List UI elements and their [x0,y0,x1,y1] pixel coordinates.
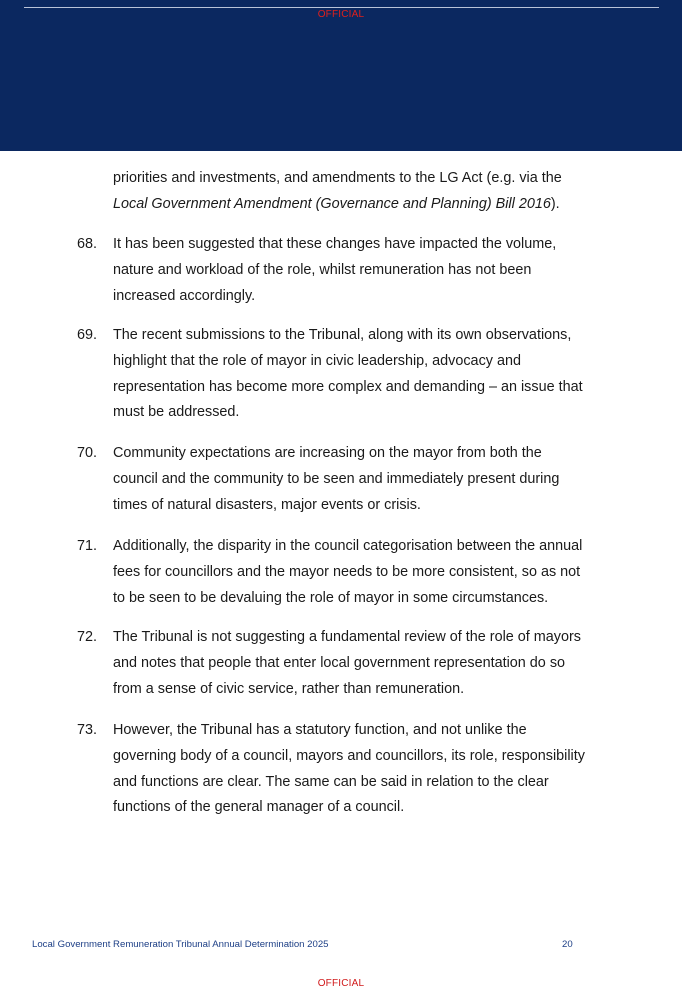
paragraph-line: However, the Tribunal has a statutory function, and not unlike the [113,722,527,738]
paragraph-line: functions of the general manager of a council. [113,799,405,816]
header-rule [24,7,659,8]
bill-name: Local Government Amendment (Governance and Planning) Bill 2016 [113,195,551,212]
paragraph-line: Community expectations are increasing on the mayor from both the [113,445,542,461]
paragraph-69 [77,323,617,426]
paragraph-line: representation has become more complex and demanding – an issue that [113,378,583,395]
paragraph-line: nature and workload of the role, whilst remuneration has not been [113,261,532,278]
continuation-line-1: priorities and investments, and amendments to the LG Act (e.g. via the [113,170,562,186]
continuation-paragraph [77,166,617,218]
classification-label-top: OFFICIAL [317,9,365,20]
footer-document-title: Local Government Remuneration Tribunal Annual Determination 2025 [32,939,329,950]
paragraph-line: increased accordingly. [113,287,256,304]
paragraph-72 [77,625,617,702]
paragraph-line: The Tribunal is not suggesting a fundamental review of the role of mayors [113,629,581,645]
paragraph-line: It has been suggested that these changes have impacted the volume, [113,236,557,252]
paragraph-number: 70. [77,445,98,461]
paragraph-line: times of natural disasters, major events or crisis. [113,496,421,513]
paragraph-line: and functions are clear. The same can be said in relation to the clear [113,773,549,790]
paragraph-line: The recent submissions to the Tribunal, along with its own observations, [113,327,572,343]
paragraph-number: 72. [77,629,98,645]
paragraph-line: Additionally, the disparity in the council categorisation between the annual [113,538,583,554]
paragraph-number: 71. [77,538,98,554]
paragraph-line: governing body of a council, mayors and councillors, its role, responsibility [113,747,585,764]
continuation-line-2-end: ). [550,195,560,212]
continuation-line-2 [113,192,617,218]
paragraph-line: must be addressed. [113,404,240,421]
paragraph-number: 68. [77,236,98,252]
paragraph-number: 73. [77,722,98,738]
paragraph-73 [77,718,617,821]
paragraph-line: from a sense of civic service, rather than remuneration. [113,680,465,697]
paragraph-70 [77,441,617,518]
paragraph-number: 69. [77,327,98,343]
paragraph-68 [77,232,617,309]
footer-page-number: 20 [562,939,573,950]
paragraph-71 [77,534,617,611]
paragraph-line: council and the community to be seen and immediately present during [113,470,560,487]
paragraph-line: and notes that people that enter local government representation do so [113,654,566,671]
paragraph-line: highlight that the role of mayor in civic leadership, advocacy and [113,352,521,369]
classification-label-bottom: OFFICIAL [317,978,365,989]
header-band [0,0,682,151]
paragraph-line: to be seen to be devaluing the role of mayor in some circumstances. [113,589,549,606]
paragraph-line: fees for councillors and the mayor needs to be more consistent, so as not [113,563,581,580]
